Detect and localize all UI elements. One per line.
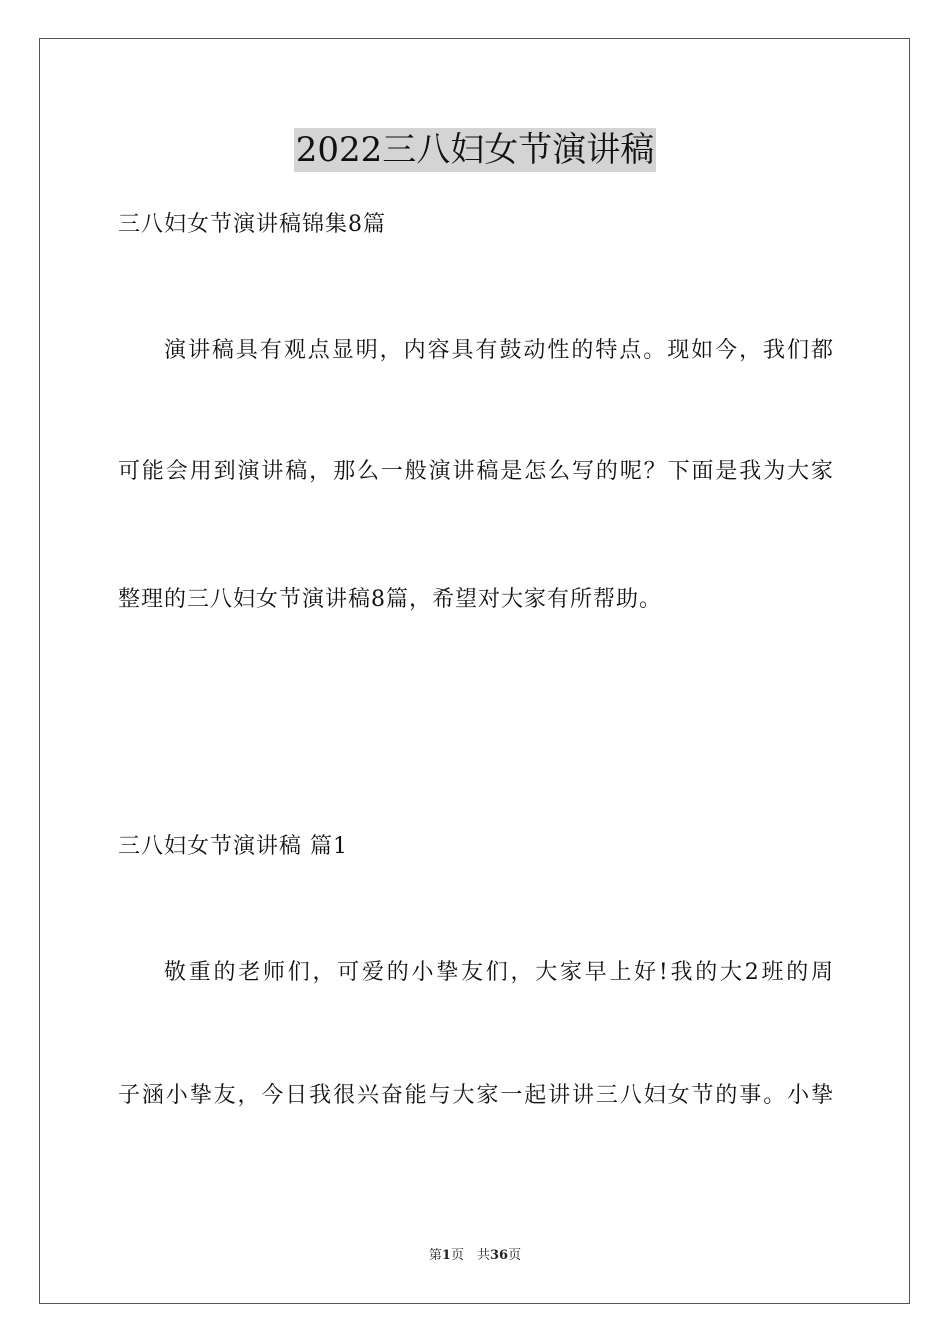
- intro-line-1: 演讲稿具有观点显明，内容具有鼓动性的特点。现如今，我们都: [164, 338, 834, 363]
- footer-page-prefix: 第: [428, 1248, 442, 1263]
- section-line-1: 敬重的老师们，可爱的小挚友们，大家早上好!我的大2班的周: [164, 960, 834, 985]
- intro-line-3: 整理的三八妇女节演讲稿8篇，希望对大家有所帮助。: [118, 587, 662, 612]
- document-subtitle: 三八妇女节演讲稿锦集8篇: [118, 212, 386, 237]
- footer-page-total: 36: [489, 1248, 509, 1263]
- document-title: 2022三八妇女节演讲稿: [295, 130, 655, 170]
- section-line-2: 子涵小挚友，今日我很兴奋能与大家一起讲讲三八妇女节的事。小挚: [118, 1083, 834, 1108]
- section-heading: 三八妇女节演讲稿 篇1: [118, 834, 348, 859]
- intro-line-2: 可能会用到演讲稿，那么一般演讲稿是怎么写的呢？下面是我为大家: [118, 459, 834, 484]
- page-footer: [0, 1246, 950, 1266]
- footer-page-suffix: 页: [508, 1248, 522, 1263]
- footer-page-current: 1: [441, 1248, 451, 1263]
- footer-page-mid: 页 共: [450, 1248, 490, 1263]
- title-container: [0, 128, 950, 172]
